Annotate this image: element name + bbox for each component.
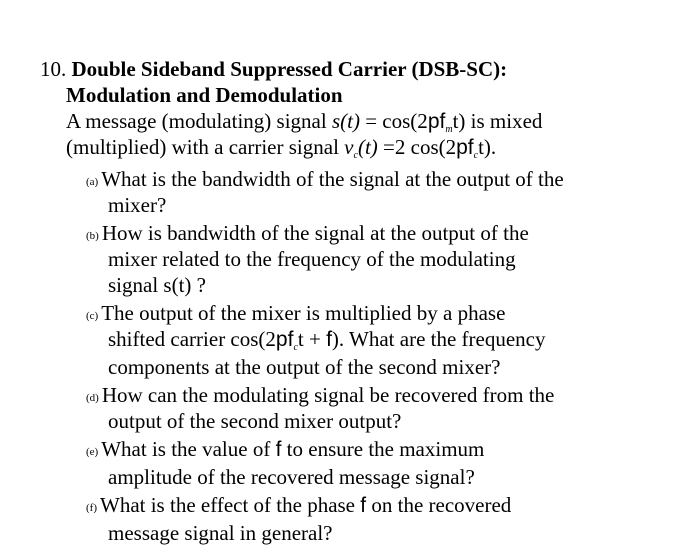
subscript-m: m xyxy=(445,124,453,135)
problem-title-line-1 xyxy=(40,56,507,82)
phase-symbol: f xyxy=(326,328,332,351)
question-text: What is the bandwidth of the signal at the output of the xyxy=(101,167,564,191)
question-text: What is the effect of the phase xyxy=(100,493,361,517)
subscript-c: c xyxy=(353,150,358,161)
question-f-line-1 xyxy=(86,492,511,521)
question-b-line-3: signal s(t) ? xyxy=(108,273,206,297)
pi-f-symbol: pf xyxy=(456,136,474,159)
question-c-line-1 xyxy=(86,300,505,329)
intro-text: t) is mixed xyxy=(452,109,543,133)
pi-f-symbol: pf xyxy=(275,328,294,351)
problem-title: Double Sideband Suppressed Carrier (DSB-SC): xyxy=(71,57,508,81)
subscript-c: c xyxy=(473,150,479,161)
question-a-line-2: mixer? xyxy=(108,193,167,217)
pi-f-symbol: pf xyxy=(427,110,446,133)
carrier-signal-symbol: v xyxy=(344,135,354,159)
question-text: How can the modulating signal be recovered from the xyxy=(101,383,555,407)
question-text: What is the value of xyxy=(101,437,276,461)
intro-line-1 xyxy=(66,108,542,135)
phase-symbol: f xyxy=(360,494,367,517)
question-b-line-1 xyxy=(86,220,529,249)
question-text: shifted carrier cos(2 xyxy=(108,327,276,351)
question-marker: (a) xyxy=(86,176,99,188)
question-marker: (b) xyxy=(86,230,99,242)
question-b-line-2: mixer related to the frequency of the modulating xyxy=(108,247,516,271)
question-marker: (c) xyxy=(86,310,99,322)
question-text: t + xyxy=(297,327,327,351)
question-marker: (f) xyxy=(86,502,97,514)
intro-text: (multiplied) with a carrier signal xyxy=(66,135,345,159)
question-c-line-3: components at the output of the second mixer? xyxy=(108,355,501,379)
question-text: on the recovered xyxy=(366,493,512,517)
question-text: How is bandwidth of the signal at the output of the xyxy=(101,221,529,245)
question-text: ). What are the frequency xyxy=(331,327,546,351)
question-e-line-1 xyxy=(86,436,484,465)
question-e-line-2: amplitude of the recovered message signal? xyxy=(108,465,475,489)
question-text: to ensure the maximum xyxy=(281,437,485,461)
problem-number: 10. xyxy=(40,57,67,81)
subscript-c: c xyxy=(293,342,298,353)
message-signal-symbol: s(t) xyxy=(331,109,360,133)
carrier-signal-arg: (t) xyxy=(357,135,378,159)
question-a-line-1 xyxy=(86,166,564,195)
intro-text: t). xyxy=(478,135,497,159)
question-text: The output of the mixer is multiplied by a phase xyxy=(101,301,506,325)
intro-text: =2 cos(2 xyxy=(377,135,457,159)
question-marker: (e) xyxy=(86,446,99,458)
phase-symbol: f xyxy=(275,438,282,461)
intro-text: = cos(2 xyxy=(359,109,428,133)
question-c-line-2 xyxy=(108,326,546,353)
question-d-line-1 xyxy=(86,382,554,411)
intro-text: A message (modulating) signal xyxy=(66,109,332,133)
question-d-line-2: output of the second mixer output? xyxy=(108,409,402,433)
problem-title-line-2: Modulation and Demodulation xyxy=(66,83,343,107)
question-marker: (d) xyxy=(86,392,99,404)
question-f-line-2: message signal in general? xyxy=(108,521,333,545)
intro-line-2 xyxy=(66,134,496,161)
